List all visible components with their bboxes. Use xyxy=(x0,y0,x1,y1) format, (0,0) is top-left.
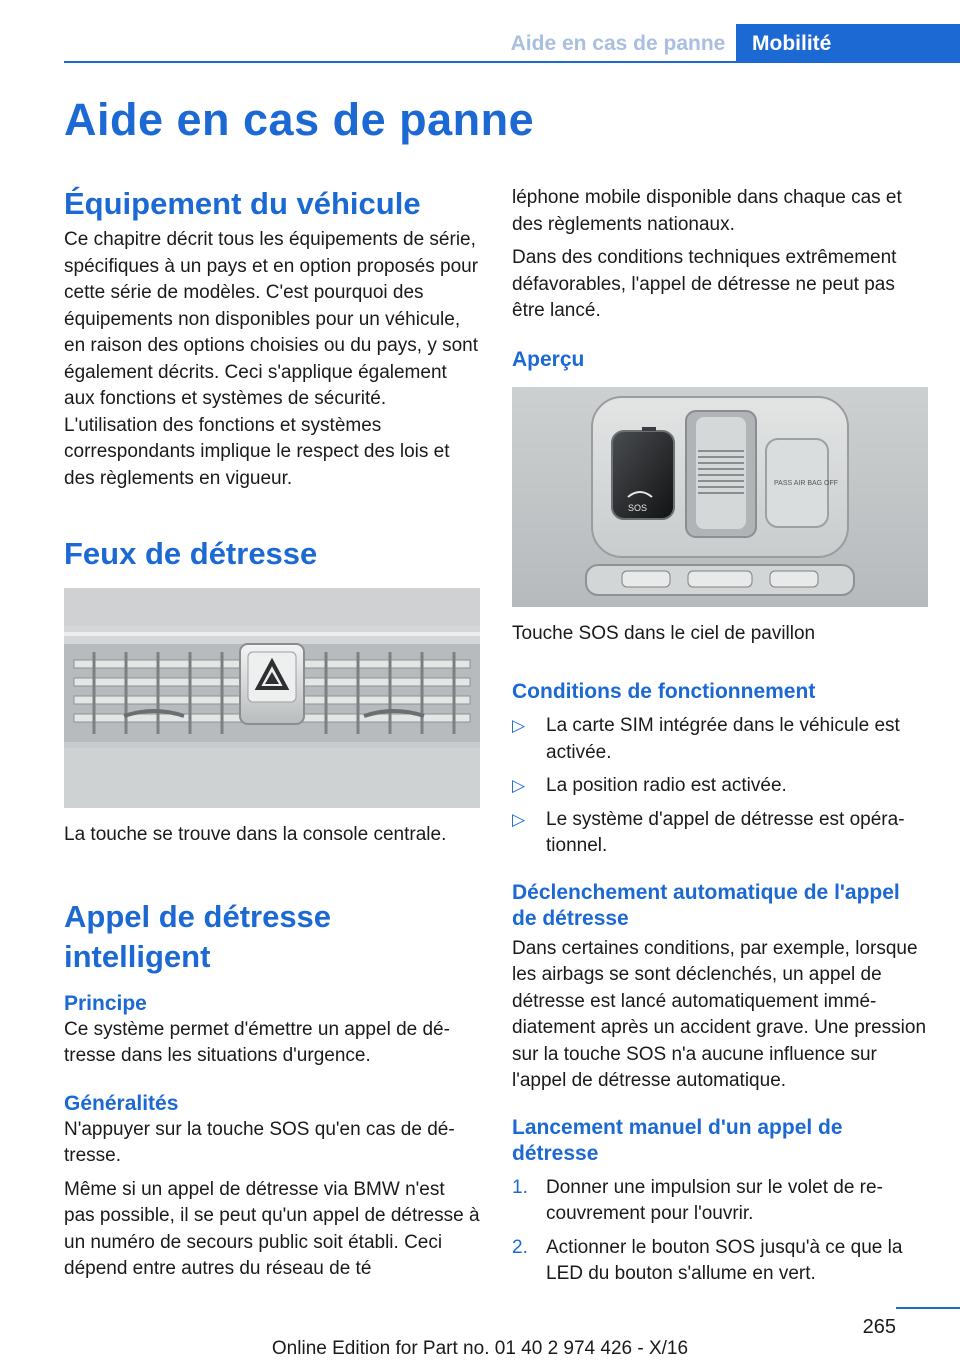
equipement-heading: Équipement du véhicule xyxy=(64,186,421,221)
lancement-steps xyxy=(512,1175,928,1288)
page-number: 265 xyxy=(862,1316,896,1338)
triangle-bullet-icon: ▷ xyxy=(512,776,526,795)
lancement-manuel-heading: Lancement manuel d'un appel de détresse xyxy=(512,1115,843,1165)
left-column xyxy=(64,182,480,1283)
apercu-caption: Touche SOS dans le ciel de pavillon xyxy=(512,622,816,644)
feux-caption: La touche se trouve dans la console centrale. xyxy=(64,824,447,845)
equipement-text: Ce chapitre décrit tous les équipements de série, spécifiques à un pays et en option proposés pour cette série de modèles. C'est pourquoi des équipements non disponibles pour un véhicule, en raison des options choisies ou du pays, y sont également décrits. Ceci s'applique également aux fonctions et systèmes de sécurité. L'utilisation des fonctions et systèmes correspondants implique le respect des lois et des règlements en vigueur. xyxy=(64,229,479,489)
principe-heading: Principe xyxy=(64,991,147,1015)
conditions-text: Dans des conditions techniques extrêmement défavorables, l'appel de détresse ne peut pas être lancé. xyxy=(512,247,897,321)
list-item: ▷ Le système d'appel de détresse est opérationnel. xyxy=(512,808,905,856)
conditions-list xyxy=(512,713,928,860)
header-section-title: Aide en cas de panne xyxy=(510,32,726,55)
triangle-bullet-icon: ▷ xyxy=(512,716,526,735)
header-rule xyxy=(64,61,960,63)
continued-text: léphone mobile disponible dans chaque cas et des règlements nationaux. xyxy=(512,187,902,235)
feux-heading: Feux de détresse xyxy=(64,536,318,571)
triangle-bullet-icon: ▷ xyxy=(512,809,526,829)
declenchement-auto-text: Dans certaines conditions, par exemple, lorsque les airbags se sont déclenchés, un appel de détresse est lancé automatiquement immédiatement après un accident grave. Une pression sur la touche SOS n'a aucune influence sur l'appel de détresse automatique. xyxy=(512,937,927,1091)
footer-rule xyxy=(896,1307,960,1309)
right-column xyxy=(512,182,928,1288)
declenchement-auto-heading: Déclenchement automatique de l'appel de détresse xyxy=(512,880,900,930)
principe-text: Ce système permet d'émettre un appel de détresse dans les situations d'urgence. xyxy=(64,1018,450,1066)
sos-roof-panel-image xyxy=(512,387,928,607)
sos-label: SOS xyxy=(628,502,648,513)
list-item: 2. Actionner le bouton SOS jusqu'à ce que la LED du bouton s'allume en vert. xyxy=(512,1236,903,1284)
apercu-heading: Aperçu xyxy=(512,347,585,371)
generalites-heading: Généralités xyxy=(64,1091,179,1115)
chapter-title: Aide en cas de panne xyxy=(64,94,535,145)
generalites-text-2: Même si un appel de détresse via BMW n'est pas possible, il se peut qu'un appel de détresse à un numéro de secours public soit établi. Ceci dépend entre autres du réseau de té xyxy=(64,1178,480,1279)
appel-heading: Appel de détresse intelligent xyxy=(64,898,332,974)
header-tab-mobilite: Mobilité xyxy=(736,24,960,63)
generalites-text-1: N'appuyer sur la touche SOS qu'en cas de détresse. xyxy=(64,1118,455,1166)
list-item: 1. Donner une impulsion sur le volet de recouvrement pour l'ouvrir. xyxy=(512,1176,883,1224)
hazard-console-image xyxy=(64,588,480,808)
list-item: ▷ La position radio est activée. xyxy=(512,773,928,800)
conditions-fonctionnement-heading: Conditions de fonctionnement xyxy=(512,680,816,703)
edition-footer: Online Edition for Part no. 01 40 2 974 426 - X/16 xyxy=(271,1338,689,1359)
pass-airbag-label: PASS AIR BAG OFF xyxy=(774,479,839,487)
list-item: ▷ La carte SIM intégrée dans le véhicule est activée. xyxy=(512,715,900,763)
